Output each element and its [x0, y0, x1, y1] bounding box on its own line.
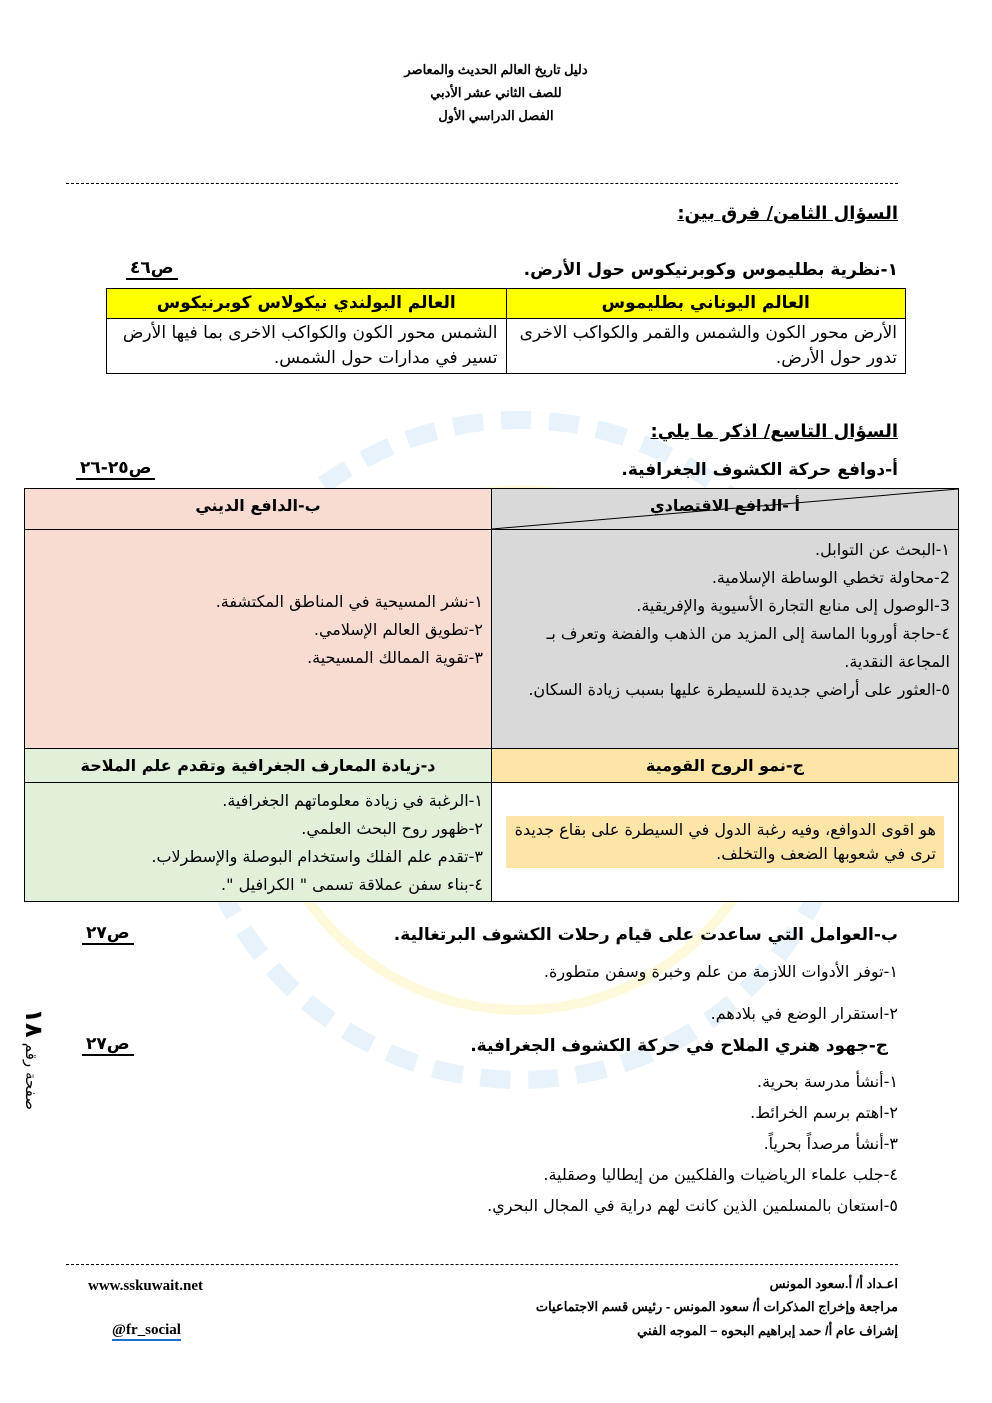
footer-review: مراجعة وإخراج المذكرات أ/ سعود المونس - رئيس قسم الاجتماعيات — [535, 1299, 898, 1314]
footer-social-handle[interactable]: @fr_social — [112, 1322, 181, 1341]
top-divider — [66, 183, 898, 184]
question-9-title: السؤال التاسع/ اذكر ما يلي: — [650, 421, 898, 442]
q9-c-item: ٣-أنشأ مرصداً بحرياً. — [763, 1134, 898, 1153]
q9-c-item: ٥-استعان بالمسلمين الذين كانت لهم دراية في المجال البحري. — [487, 1196, 898, 1215]
q9-b-title: ب-العوامل التي ساعدت على قيام رحلات الكشوف البرتغالية. — [393, 925, 898, 945]
religious-item: ١-نشر المسيحية في المناطق المكتشفة. — [215, 592, 483, 611]
bottom-divider — [66, 1264, 898, 1265]
header-line-3: الفصل الدراسي الأول — [438, 108, 554, 123]
geography-item: ١-الرغبة في زيادة معلوماتهم الجغرافية. — [222, 791, 483, 810]
side-page-number — [8, 960, 48, 1110]
footer-prepared: اعـداد أ/ أ.سعود المونس — [769, 1276, 898, 1291]
page-number: ١٨ — [20, 1008, 48, 1038]
copernicus-body: الشمس محور الكون والكواكب الاخرى بما فيها الأرض تسير في مدارات حول الشمس. — [107, 319, 507, 374]
q9-b-item: ١-توفر الأدوات اللازمة من علم وخبرة وسفن متطورة. — [543, 962, 898, 981]
geography-header: د-زيادة المعارف الجغرافية وتقدم علم الملاحة — [25, 749, 492, 783]
header-line-1: دليل تاريخ العالم الحديث والمعاصر — [404, 62, 588, 77]
economic-item: 2-محاولة تخطي الوساطة الإسلامية. — [711, 568, 950, 587]
copernicus-header: العالم البولندي نيكولاس كوبرنيكوس — [107, 289, 507, 319]
q9-b-page-ref: ص٢٧ — [82, 923, 134, 945]
ptolemy-copernicus-table — [106, 288, 906, 374]
q9-a-title: أ-دوافع حركة الكشوف الجغرافية. — [621, 460, 898, 480]
economic-motive-label: أ -الدافع الاقتصادي — [650, 496, 800, 515]
geography-item: ٢-ظهور روح البحث العلمي. — [301, 819, 483, 838]
q8-page-ref: ص٤٦ — [126, 258, 178, 280]
geography-cell — [25, 783, 492, 902]
nationalism-header: ج-نمو الروح القومية — [492, 749, 959, 783]
footer-supervision: إشراف عام أ/ حمد إبراهيم البحوه – الموجه الفني — [637, 1323, 898, 1338]
nationalism-body: هو اقوى الدوافع، وفيه رغبة الدول في السيطرة على بقاع جديدة ترى في شعوبها الضعف والتخلف. — [506, 816, 944, 868]
economic-motive-header — [492, 489, 959, 530]
question-8-title: السؤال الثامن/ فرق بين: — [677, 203, 898, 224]
religious-item: ٢-تطويق العالم الإسلامي. — [313, 620, 483, 639]
ptolemy-header: العالم اليوناني بطليموس — [506, 289, 906, 319]
q9-a-page-ref: ص٢٥-٢٦ — [76, 458, 155, 480]
header-line-2: للصف الثاني عشر الأدبي — [430, 85, 562, 100]
q9-c-item: ٢-اهتم برسم الخرائط. — [750, 1103, 898, 1122]
religious-item: ٣-تقوية الممالك المسيحية. — [307, 648, 483, 667]
religious-motive-header: ب-الدافع الديني — [25, 489, 492, 530]
q9-b-item: ٢-استقرار الوضع في بلادهم. — [710, 1004, 898, 1023]
nationalism-cell — [492, 783, 959, 902]
q9-c-item: ٤-جلب علماء الرياضيات والفلكيين من إيطاليا وصقلية. — [543, 1165, 898, 1184]
discovery-motives-table — [24, 488, 959, 902]
economic-item: 3-الوصول إلى منابع التجارة الأسيوية والإفريقية. — [636, 596, 950, 615]
religious-motive-cell — [25, 530, 492, 749]
q9-c-page-ref: ص٢٧ — [82, 1034, 134, 1056]
q9-c-title: ج-جهود هنري الملاح في حركة الكشوف الجغرافية. — [470, 1036, 888, 1056]
geography-item: ٣-تقدم علم الفلك واستخدام البوصلة والإسطرلاب. — [151, 847, 483, 866]
page-number-label: صفحة رقم — [22, 1042, 40, 1110]
economic-item: ٥-العثور على أراضي جديدة للسيطرة عليها بسبب زيادة السكان. — [528, 680, 950, 699]
q9-c-item: ١-أنشأ مدرسة بحرية. — [757, 1072, 898, 1091]
economic-motive-cell — [492, 530, 959, 749]
economic-item: ١-البحث عن التوابل. — [815, 540, 950, 559]
q8-item-title: ١-نظرية بطليموس وكوبرنيكوس حول الأرض. — [523, 260, 898, 280]
geography-item: ٤-بناء سفن عملاقة تسمى " الكرافيل ". — [221, 875, 483, 894]
footer-website[interactable]: www.sskuwait.net — [88, 1278, 204, 1294]
ptolemy-body: الأرض محور الكون والشمس والقمر والكواكب الاخرى تدور حول الأرض. — [506, 319, 906, 374]
economic-item: ٤-حاجة أوروبا الماسة إلى المزيد من الذهب والفضة وتعرف بـ المجاعة النقدية. — [546, 624, 950, 671]
